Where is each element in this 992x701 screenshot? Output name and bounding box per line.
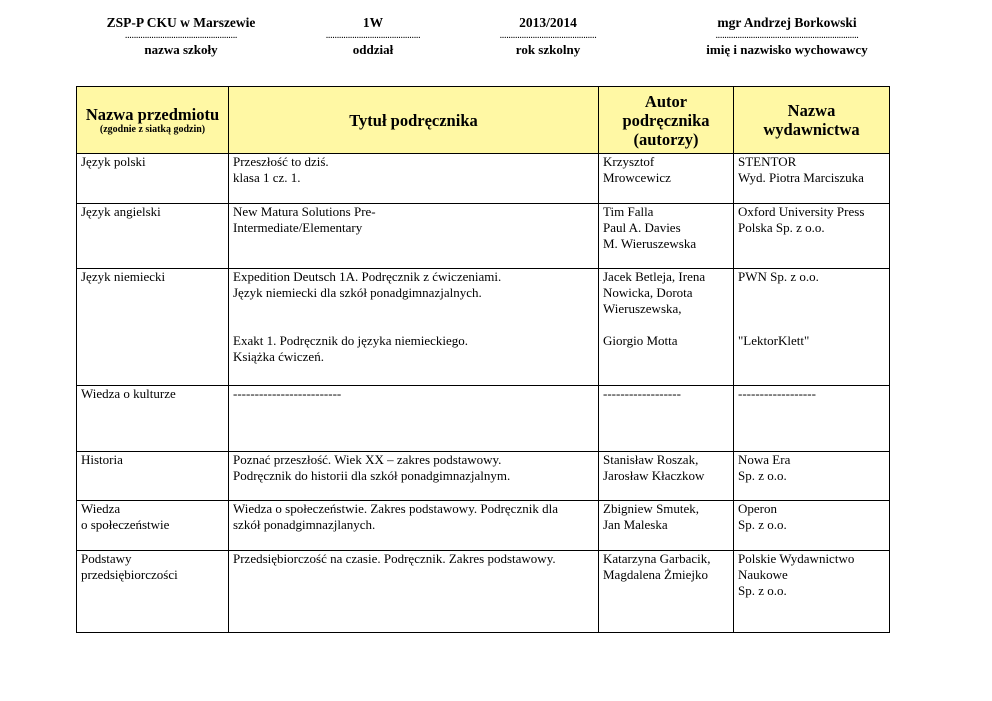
cell-title-line: Exakt 1. Podręcznik do języka niemieckiego. xyxy=(233,333,469,348)
column-header-title xyxy=(229,87,599,154)
cell-author xyxy=(599,386,734,452)
document-header xyxy=(0,14,992,66)
cell-subject xyxy=(77,452,229,501)
cell-subject-line: Język polski xyxy=(81,154,146,169)
cell-publisher-line: Sp. z o.o. xyxy=(738,468,787,483)
table-header-row xyxy=(77,87,890,154)
cell-publisher-line: Wyd. Piotra Marciszuka xyxy=(738,170,864,185)
cell-publisher-line: Naukowe xyxy=(738,567,788,582)
cell-title xyxy=(229,154,599,204)
cell-author-line: Stanisław Roszak, xyxy=(603,452,699,467)
cell-title xyxy=(229,452,599,501)
class-dotted-line: ........................................... xyxy=(325,32,421,41)
cell-publisher-line: Operon xyxy=(738,501,777,516)
cell-author-line: Jan Maleska xyxy=(603,517,668,532)
cell-author xyxy=(599,204,734,269)
table-row xyxy=(77,501,890,551)
cell-title xyxy=(229,204,599,269)
cell-author-line: Zbigniew Smutek, xyxy=(603,501,700,516)
cell-publisher xyxy=(734,204,890,269)
column-header-publisher xyxy=(734,87,890,154)
cell-author-line: ------------------ xyxy=(603,386,681,401)
textbook-table xyxy=(76,86,890,633)
year-field xyxy=(466,14,630,58)
cell-publisher-line: PWN Sp. z o.o. xyxy=(738,269,819,284)
cell-author-line: Jacek Betleja, Irena xyxy=(603,269,706,284)
class-label: oddział xyxy=(352,42,394,57)
cell-publisher xyxy=(734,269,890,386)
cell-publisher-line: ------------------ xyxy=(738,386,816,401)
school-name: ZSP-P CKU w Marszewie xyxy=(106,15,256,30)
column-header-author-line: (autorzy) xyxy=(633,129,699,149)
cell-publisher xyxy=(734,154,890,204)
cell-author-line: Mrowcewicz xyxy=(603,170,671,185)
column-header-title-label: Tytuł podręcznika xyxy=(349,110,478,130)
cell-author-line: Nowicka, Dorota xyxy=(603,285,693,300)
cell-publisher-line: "LektorKlett" xyxy=(738,333,810,348)
cell-subject xyxy=(77,501,229,551)
cell-title-line: Książka ćwiczeń. xyxy=(233,349,324,364)
cell-author-line: Katarzyna Garbacik, xyxy=(603,551,711,566)
class-field xyxy=(300,14,446,58)
year-label: rok szkolny xyxy=(515,42,581,57)
cell-subject xyxy=(77,269,229,386)
cell-author-line: Paul A. Davies xyxy=(603,220,681,235)
cell-publisher-line: Sp. z o.o. xyxy=(738,517,787,532)
cell-publisher-line: Polska Sp. z o.o. xyxy=(738,220,825,235)
cell-publisher xyxy=(734,452,890,501)
cell-publisher-line: Sp. z o.o. xyxy=(738,583,787,598)
table-row xyxy=(77,452,890,501)
cell-title-line: Expedition Deutsch 1A. Podręcznik z ćwiczeniami. xyxy=(233,269,502,284)
school-year: 2013/2014 xyxy=(519,15,577,30)
column-header-author-line: Autor xyxy=(644,91,688,111)
cell-subject-line: przedsiębiorczości xyxy=(81,567,178,582)
cell-subject-line: Język angielski xyxy=(81,204,161,219)
cell-title-line: ------------------------- xyxy=(233,386,342,401)
cell-subject xyxy=(77,386,229,452)
cell-author-line: M. Wieruszewska xyxy=(603,236,697,251)
cell-title-line: Wiedza o społeczeństwie. Zakres podstawowy. Podręcznik dla xyxy=(233,501,558,516)
column-header-publisher-line: wydawnictwa xyxy=(763,120,860,139)
cell-title-line: Poznać przeszłość. Wiek XX – zakres podstawowy. xyxy=(233,452,502,467)
cell-publisher-line: Nowa Era xyxy=(738,452,791,467)
cell-title-line: szkół ponadgimnazjlanych. xyxy=(233,517,376,532)
cell-title xyxy=(229,269,599,386)
cell-author xyxy=(599,551,734,633)
class-name: 1W xyxy=(362,15,384,30)
cell-title xyxy=(229,386,599,452)
column-header-subject xyxy=(77,87,229,154)
teacher-field xyxy=(675,14,899,58)
table-row xyxy=(77,154,890,204)
cell-subject-line: Wiedza o kulturze xyxy=(81,386,176,401)
cell-title-line: Przedsiębiorczość na czasie. Podręcznik. Zakres podstawowy. xyxy=(233,551,556,566)
school-field xyxy=(90,14,272,58)
table-row xyxy=(77,269,890,386)
school-dotted-line: ................................................... xyxy=(124,32,238,41)
cell-publisher xyxy=(734,386,890,452)
school-label: nazwa szkoły xyxy=(144,42,218,57)
column-header-subject-note: (zgodnie z siatką godzin) xyxy=(99,123,206,135)
cell-title-line: Podręcznik do historii dla szkół ponadgimnazjalnym. xyxy=(233,468,511,483)
cell-author xyxy=(599,154,734,204)
year-dotted-line: ............................................ xyxy=(499,32,597,41)
cell-title-line: Język niemiecki dla szkół ponadgimnazjalnych. xyxy=(233,285,482,300)
cell-publisher-line: Polskie Wydawnictwo xyxy=(738,551,855,566)
cell-author-line: Wieruszewska, xyxy=(603,301,682,316)
table-body xyxy=(77,154,890,633)
column-header-publisher-line: Nazwa xyxy=(787,101,836,120)
column-header-author-line: podręcznika xyxy=(622,110,710,130)
cell-subject xyxy=(77,551,229,633)
teacher-name: mgr Andrzej Borkowski xyxy=(717,15,857,30)
cell-author xyxy=(599,452,734,501)
table-row xyxy=(77,551,890,633)
teacher-label: imię i nazwisko wychowawcy xyxy=(706,42,868,57)
table-row xyxy=(77,386,890,452)
cell-publisher-line: STENTOR xyxy=(738,154,797,169)
cell-author xyxy=(599,269,734,386)
cell-publisher xyxy=(734,551,890,633)
teacher-dotted-line: ................................................................. xyxy=(715,32,859,41)
cell-title-line: New Matura Solutions Pre- xyxy=(233,204,376,219)
cell-author-line: Jarosław Kłaczkow xyxy=(603,468,705,483)
cell-title xyxy=(229,501,599,551)
cell-subject-line: Wiedza xyxy=(81,501,121,516)
column-header-subject-label: Nazwa przedmiotu xyxy=(85,104,220,124)
cell-author xyxy=(599,501,734,551)
cell-author-line: Magdalena Żmiejko xyxy=(603,567,709,582)
cell-publisher xyxy=(734,501,890,551)
table-row xyxy=(77,204,890,269)
cell-title xyxy=(229,551,599,633)
cell-title-line: Intermediate/Elementary xyxy=(233,220,363,235)
cell-author-line: Tim Falla xyxy=(603,204,654,219)
cell-author-line: Giorgio Motta xyxy=(603,333,678,348)
cell-publisher-line: Oxford University Press xyxy=(738,204,865,219)
cell-subject-line: Język niemiecki xyxy=(81,269,166,284)
cell-title-line: Przeszłość to dziś. xyxy=(233,154,329,169)
cell-subject xyxy=(77,154,229,204)
cell-author-line: Krzysztof xyxy=(603,154,655,169)
cell-subject xyxy=(77,204,229,269)
column-header-author xyxy=(599,87,734,154)
cell-subject-line: Podstawy xyxy=(81,551,132,566)
cell-subject-line: Historia xyxy=(81,452,123,467)
cell-subject-line: o społeczeństwie xyxy=(81,517,170,532)
cell-title-line: klasa 1 cz. 1. xyxy=(233,170,301,185)
